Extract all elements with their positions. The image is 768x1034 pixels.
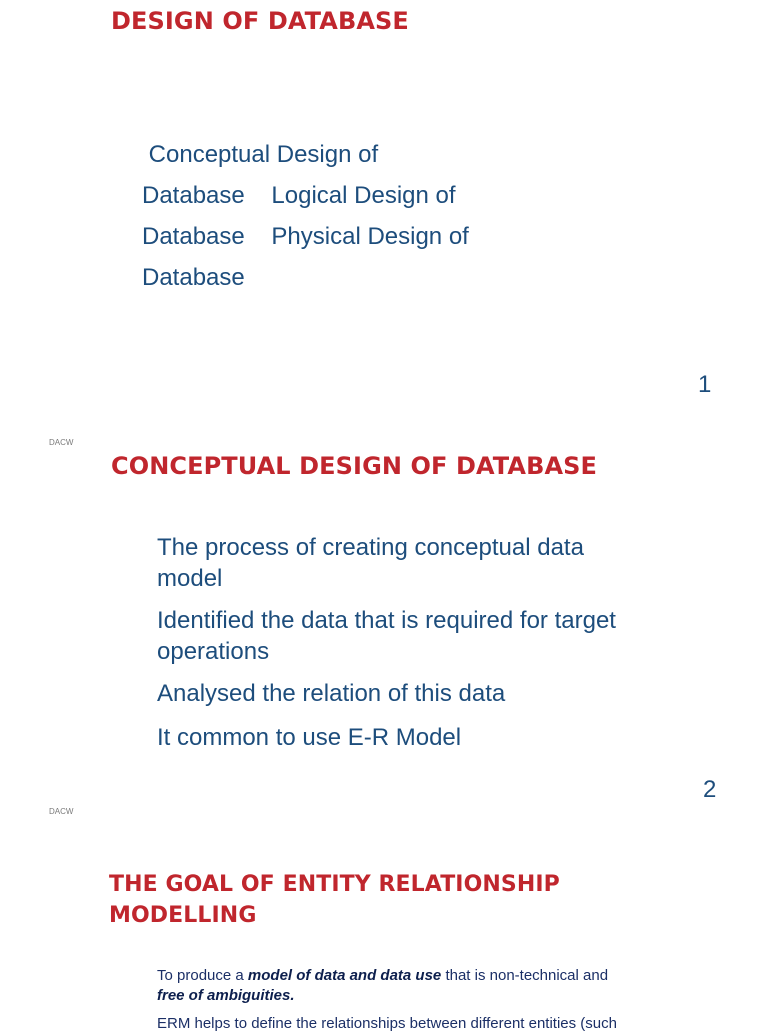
emphasis-text: free of ambiguities. xyxy=(157,987,295,1004)
page-number: 2 xyxy=(703,776,717,803)
page-number: 1 xyxy=(698,371,712,398)
body-line: Database xyxy=(142,264,245,291)
body-line: Database Physical Design of xyxy=(142,223,469,250)
bullet-item: The process of creating conceptual data model xyxy=(157,534,584,592)
bullet-item: It common to use E-R Model xyxy=(157,724,462,751)
body-line: Database Logical Design of xyxy=(142,182,456,209)
text-run: To produce a xyxy=(157,967,248,984)
title-line: THE GOAL OF ENTITY RELATIONSHIP xyxy=(109,872,560,897)
bullet-item: Identified the data that is required for target operations xyxy=(157,607,616,665)
body-line: Conceptual Design of xyxy=(142,141,379,168)
slide-title xyxy=(109,869,560,931)
bullet-item: Analysed the relation of this data xyxy=(157,680,506,707)
slide-title: DESIGN OF DATABASE xyxy=(111,7,409,35)
body-paragraph xyxy=(157,966,657,1006)
slide-footer: DACW xyxy=(49,438,74,447)
emphasis-text: model of data and data use xyxy=(247,967,442,984)
slide-title: CONCEPTUAL DESIGN OF DATABASE xyxy=(111,452,598,480)
slide-footer: DACW xyxy=(49,807,74,816)
body-paragraph-partial: ERM helps to define the relationships between different entities (such xyxy=(157,1015,617,1032)
text-run: that is non-technical and xyxy=(441,967,609,984)
title-line: MODELLING xyxy=(109,903,257,928)
